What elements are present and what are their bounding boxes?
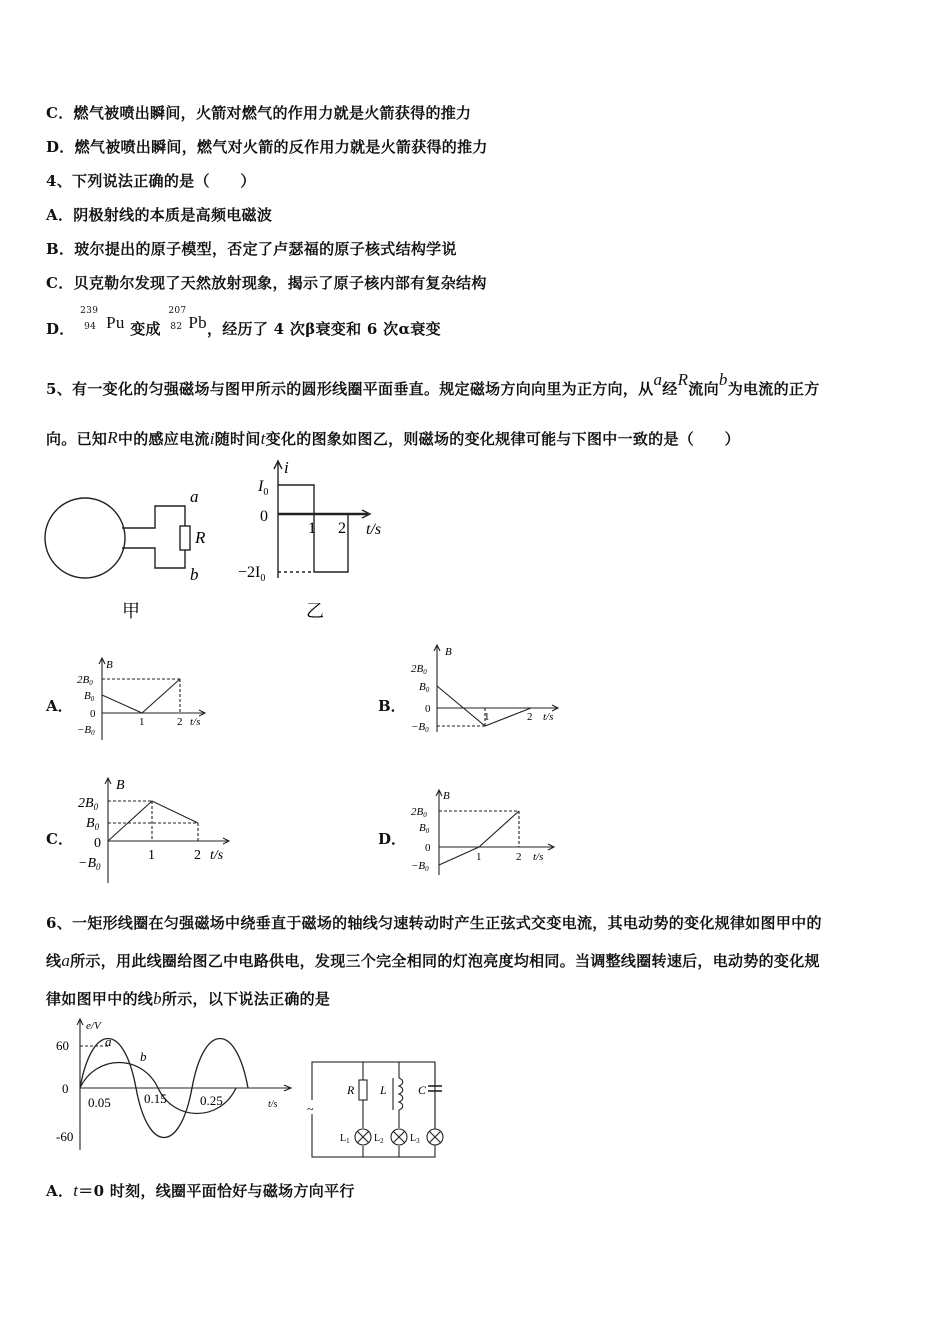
q4-stem: 4、下列说法正确的是（ ） [46, 172, 256, 190]
c-y1 [86, 816, 100, 832]
q6-curve-b-label: b [140, 1049, 147, 1064]
q5-text-7: 随时间 [214, 430, 261, 448]
yi-zero: 0 [260, 508, 268, 525]
q6a-rest: ＝0 时刻，线圈平面恰好与磁场方向平行 [78, 1182, 355, 1200]
yi-xlabel: t/s [366, 521, 382, 538]
q6-emf-graph [50, 1012, 300, 1152]
wire-bottom [122, 548, 185, 568]
pb-nuclide [166, 306, 188, 334]
b-xlabel: t/s [543, 711, 554, 723]
a-yn-sub: 0 [91, 729, 95, 737]
q6-curve-a-label: a [105, 1034, 112, 1049]
q5-option-a-graph [72, 655, 222, 745]
q6-text-4: 所示，以下说法正确的是 [161, 990, 331, 1008]
yi-neg [238, 564, 265, 584]
a-y2 [77, 674, 93, 687]
q6-x3: 0.25 [200, 1093, 223, 1108]
q5-var-r: R [677, 370, 689, 389]
lamp-l1-cross [357, 1131, 369, 1143]
lamp-l3-label [410, 1133, 420, 1145]
q6-ylabel: e/V [86, 1020, 101, 1032]
a-ylabel: B [106, 659, 113, 671]
c-y2 [78, 796, 99, 812]
yi-ylabel: i [284, 458, 289, 477]
c-xlabel: t/s [210, 848, 224, 863]
d-y1-main: B [419, 822, 426, 834]
d-y1-sub: 0 [425, 827, 430, 835]
q6-line2 [46, 950, 820, 971]
q6-line3 [46, 988, 330, 1009]
b-y1 [419, 681, 430, 694]
label-a: a [190, 487, 199, 506]
q5-var-t: t [260, 429, 266, 448]
d-y2-main: 2B [411, 806, 424, 818]
c-yn-main: −B [78, 856, 96, 871]
yi-t2: 2 [338, 520, 346, 537]
d-yn-sub: 0 [425, 865, 429, 873]
d-t1: 1 [476, 851, 482, 863]
b-y2-sub: 0 [423, 668, 427, 676]
q4d-tail: ，经历了 4 次β衰变和 6 次α衰变 [206, 320, 441, 338]
q6-zero: 0 [62, 1081, 69, 1096]
a-zero: 0 [90, 708, 96, 720]
b-t1: 1 [484, 711, 490, 723]
yi-i0-sub: 0 [263, 487, 269, 498]
l3-main: L [410, 1133, 417, 1144]
q6-line1: 6、一矩形线圈在匀强磁场中绕垂直于磁场的轴线匀速转动时产生正弦式交变电流，其电动势的变化规律如图甲中的 [46, 914, 822, 932]
q5-var-i: i [209, 429, 215, 448]
q5-text-8: 变化的图象如图乙，则磁场的变化规律可能与下图中一致的是（ ） [265, 430, 740, 448]
b-yn-sub: 0 [425, 726, 429, 734]
circuit-r-label: R [347, 1083, 355, 1097]
pb-symbol: Pb [188, 313, 207, 332]
yi-t1: 1 [308, 520, 316, 537]
pb-z: 82 [170, 322, 183, 332]
figure-yi [238, 455, 408, 630]
q6-ymin: -60 [56, 1129, 74, 1144]
q6-xlabel: t/s [268, 1099, 278, 1110]
q4-option-d [46, 306, 441, 339]
q3-option-d: D．燃气被喷出瞬间，燃气对火箭的反作用力就是火箭获得的推力 [46, 138, 488, 156]
a-y2-main: 2B [77, 674, 90, 686]
d-yn [411, 860, 429, 873]
yi-i0 [257, 478, 268, 498]
a-y1-main: B [84, 690, 91, 702]
l1-main: L [340, 1133, 347, 1144]
c-y1-main: B [86, 816, 95, 831]
q6-option-a [46, 1180, 355, 1201]
q5-option-b-label: B． [378, 697, 406, 715]
circuit-c-label: C [418, 1083, 427, 1097]
pu-symbol: Pu [106, 313, 125, 332]
q4-option-b: B．玻尔提出的原子模型，否定了卢瑟福的原子核式结构学说 [46, 240, 457, 258]
q6-text-2: 所示，用此线圈给图乙中电路供电，发现三个完全相同的灯泡亮度均相同。当调整线圈转速后，电动势的变化规 [70, 952, 820, 970]
q5-option-d-label: D． [378, 830, 407, 848]
b-y2-main: 2B [411, 663, 424, 675]
a-y2-sub: 0 [89, 679, 93, 687]
a-t1: 1 [139, 716, 145, 728]
b-y1-main: B [419, 681, 426, 693]
c-zero: 0 [94, 836, 101, 851]
q5-text-4: 为电流的正方 [727, 380, 820, 398]
a-b-trace [102, 679, 180, 713]
q6-ymax: 60 [56, 1038, 69, 1053]
label-r: R [195, 528, 206, 547]
caption-yi: 乙 [306, 601, 324, 621]
a-t2: 2 [177, 716, 183, 728]
d-y2-sub: 0 [423, 811, 427, 819]
b-y2 [411, 663, 427, 676]
a-xlabel: t/s [190, 716, 201, 728]
q4-option-a: A．阴极射线的本质是高频电磁波 [46, 206, 273, 224]
c-t2: 2 [194, 848, 201, 863]
q3-option-c: C．燃气被喷出瞬间，火箭对燃气的作用力就是火箭获得的推力 [46, 104, 472, 122]
q5-var-r2: R [107, 428, 118, 447]
q5-option-c-label: C． [46, 830, 73, 848]
q4-option-c: C．贝克勒尔发现了天然放射现象，揭示了原子核内部有复杂结构 [46, 274, 487, 292]
c-t1: 1 [148, 848, 155, 863]
figure-jia [40, 470, 230, 630]
lamp-l2-label [374, 1133, 384, 1145]
q6-x1: 0.05 [88, 1095, 111, 1110]
q5-option-b-graph [405, 640, 570, 740]
caption-jia: 甲 [122, 601, 140, 621]
pu-z: 94 [84, 322, 97, 332]
b-yn-main: −B [411, 721, 426, 733]
q6-var-b: b [153, 989, 162, 1008]
ac-source-symbol: ~ [307, 1102, 314, 1116]
q5-option-d-graph [405, 785, 565, 880]
yi-neg-main: −2I [238, 564, 261, 581]
c-ylabel: B [116, 778, 125, 793]
b-t2: 2 [527, 711, 533, 723]
pb-mass: 207 [168, 306, 187, 316]
a-yn-main: −B [77, 724, 92, 736]
q6a-var-t: t [73, 1181, 79, 1200]
a-y1-sub: 0 [90, 695, 95, 703]
circuit-l-label: L [380, 1083, 387, 1097]
d-y1 [419, 822, 430, 835]
resistor-r-box [359, 1080, 367, 1100]
d-yn-main: −B [411, 860, 426, 872]
q5-text-6: 中的感应电流 [117, 430, 210, 448]
coil-circle [45, 498, 125, 578]
l1-sub: 1 [346, 1137, 350, 1145]
resistor-r [180, 526, 190, 550]
q6-text-3: 律如图甲中的线 [46, 990, 154, 1008]
yi-neg-sub: 0 [260, 573, 266, 584]
q5-var-b: b [718, 370, 728, 389]
q5-option-c-graph [72, 773, 237, 888]
lamp-l1-label [340, 1133, 350, 1145]
pu-nuclide [80, 306, 106, 334]
c-y2-sub: 0 [93, 802, 99, 812]
q5-text-3: 流向 [688, 380, 719, 398]
l2-main: L [374, 1133, 381, 1144]
inductor-coil [399, 1078, 403, 1110]
q6-circuit [300, 1052, 445, 1162]
q5-option-a-label: A． [46, 697, 73, 715]
d-zero: 0 [425, 842, 431, 854]
q6-x2: 0.15 [144, 1091, 167, 1106]
c-y2-main: 2B [78, 796, 94, 811]
q5-text-5: 向。已知 [46, 430, 108, 448]
c-y1-sub: 0 [94, 822, 100, 832]
b-y1-sub: 0 [425, 686, 430, 694]
q6-text-1: 线 [46, 952, 62, 970]
l3-sub: 3 [416, 1137, 420, 1145]
q5-line1 [46, 370, 820, 399]
d-t2: 2 [516, 851, 522, 863]
q4d-label: D． [46, 320, 75, 338]
wire-top [122, 506, 185, 528]
b-ylabel: B [445, 646, 452, 658]
c-yn [78, 856, 101, 872]
c-b-trace [108, 801, 198, 841]
q5-line2 [46, 428, 740, 449]
q6a-label: A． [46, 1182, 74, 1200]
a-y1 [84, 690, 95, 703]
d-ylabel: B [443, 790, 450, 802]
a-yn [77, 724, 95, 737]
q5-text-2: 经 [662, 380, 678, 398]
q6-var-a: a [61, 951, 71, 970]
label-b: b [190, 565, 199, 584]
c-yn-sub: 0 [96, 862, 101, 872]
d-y2 [411, 806, 427, 819]
pu-mass: 239 [80, 306, 99, 316]
lamp-l2-cross [393, 1131, 405, 1143]
q5-var-a: a [653, 370, 663, 389]
yi-i0-main: I [258, 478, 264, 495]
q4d-mid: 变成 [130, 320, 161, 338]
d-xlabel: t/s [533, 851, 544, 863]
l2-sub: 2 [380, 1137, 384, 1145]
q5-text-1: 5、有一变化的匀强磁场与图甲所示的圆形线圈平面垂直。规定磁场方向向里为正方向，从 [46, 380, 654, 398]
b-yn [411, 721, 429, 734]
b-zero: 0 [425, 703, 431, 715]
